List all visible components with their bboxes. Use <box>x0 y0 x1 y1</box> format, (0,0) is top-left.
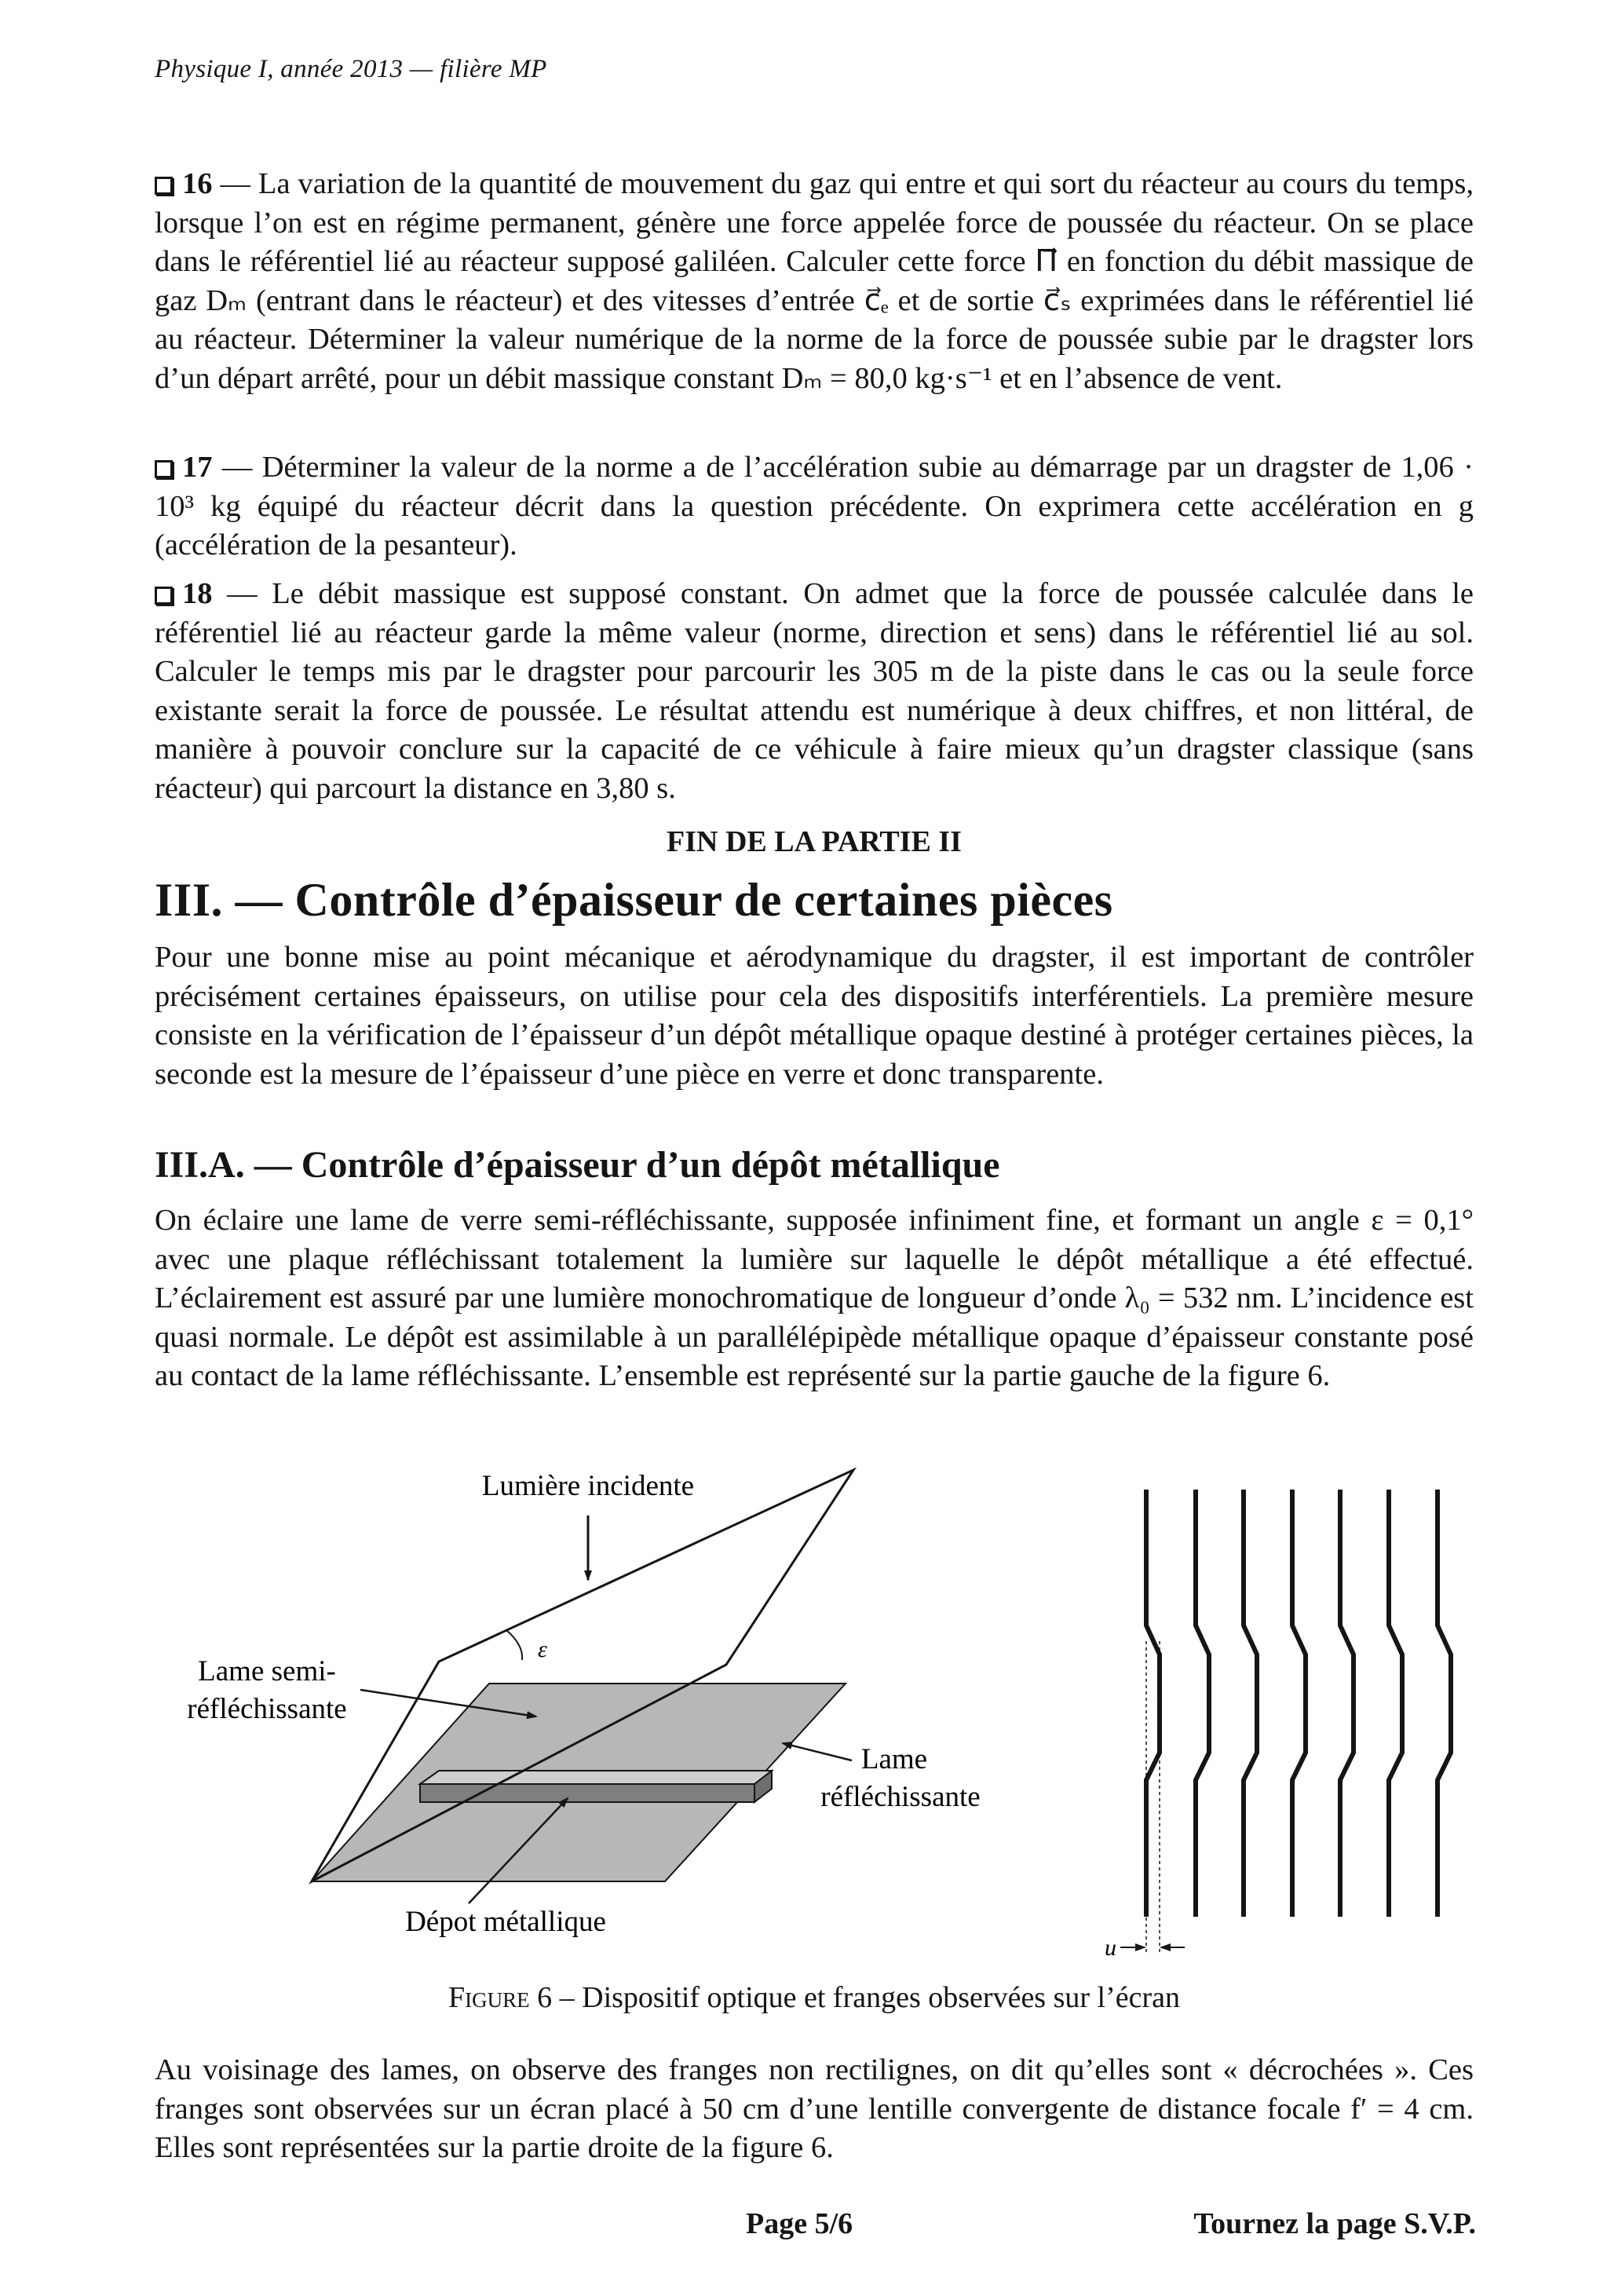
question-17 <box>155 448 1474 565</box>
closing-paragraph: Au voisinage des lames, on observe des franges non rectilignes, on dit qu’elles sont « décrochées ». Ces franges sont observées sur un écran placé à 50 cm d’une lentille convergente de distance focale f′ = 4 cm. Elles sont représentées sur la partie droite de la figure 6. <box>155 2053 1474 2164</box>
caption-prefix: Figure 6 <box>448 1981 553 2014</box>
subsection-title: III.A. — Contrôle d’épaisseur d’un dépôt métallique <box>155 1144 1000 1186</box>
page-number: Page 5/6 <box>746 2207 853 2240</box>
label-deposit: Dépot métallique <box>405 1906 606 1938</box>
reflect-pointer-arrow <box>783 1743 852 1760</box>
fringe-3 <box>1244 1492 1257 1914</box>
label-semi-line2: réfléchissante <box>187 1693 347 1725</box>
question-text: — Le débit massique est supposé constant. On admet que la force de poussée calculée dans le référentiel lié au réacteur garde la même valeur (norme, direction et sens) dans le référentiel lié au sol. Calculer le temps mis par le dragster pour parcourir les 305 m de la piste dans le cas ou la seule force existante serait la force de poussée. Le résultat attendu est numérique à deux chiffres, et non littéral, de manière à pouvoir conclure sur la capacité de ce véhicule à faire mieux qu’un dragster classique (sans réacteur) qui parcourt la distance en 3,80 s. <box>155 577 1474 805</box>
checkbox-icon <box>155 587 173 605</box>
turn-page-note: Tournez la page S.V.P. <box>1193 2207 1476 2240</box>
question-number: 16 <box>182 167 213 200</box>
question-number: 17 <box>182 451 213 484</box>
section-title: III. — Contrôle d’épaisseur de certaines pièces <box>155 874 1113 926</box>
fringe-7 <box>1438 1492 1451 1914</box>
checkbox-icon <box>155 177 173 195</box>
question-number: 18 <box>182 577 213 610</box>
epsilon-arc <box>506 1630 522 1660</box>
fringe-1 <box>1146 1492 1160 1914</box>
question-18 <box>155 575 1474 808</box>
section-intro: Pour une bonne mise au point mécanique et aérodynamique du dragster, il est important de contrôler précisément certaines épaisseurs, on utilise pour cela des dispositifs interférentiels. La première mesure consiste en la vérification de l’épaisseur d’un dépôt métallique opaque destiné à protéger certaines pièces, la seconde est la mesure de l’épaisseur d’une pièce en verre et donc transparente. <box>155 941 1474 1091</box>
question-text: — La variation de la quantité de mouvement du gaz qui entre et qui sort du réacteur au cours du temps, lorsque l’on est en régime permanent, génère une force appelée force de poussée du réacteur. On se place dans le référentiel lié au réacteur supposé galiléen. Calculer cette force Π⃗ en fonction du débit massique de gaz Dₘ (entrant dans le réacteur) et des vitesses d’entrée c⃗ₑ et de sortie c⃗ₛ exprimées dans le référentiel lié au réacteur. Déterminer la valeur numérique de la norme de la force de poussée subie par le dragster lors d’un départ arrêté, pour un débit massique constant Dₘ = 80,0 kg·s⁻¹ et en l’absence de vent. <box>155 167 1474 395</box>
fringe-pattern <box>1146 1492 1451 1914</box>
question-16 <box>155 165 1474 398</box>
question-text: — Déterminer la valeur de la norme a de l’accélération subie au démarrage par un dragster de 1,06 · 10³ kg équipé du réacteur décrit dans la question précédente. On exprimera cette accélération en g (accélération de la pesanteur). <box>155 451 1474 561</box>
fringe-5 <box>1340 1492 1353 1914</box>
fringe-2 <box>1196 1492 1209 1914</box>
running-header: Physique I, année 2013 — filière MP <box>155 55 547 83</box>
fringe-6 <box>1389 1492 1402 1914</box>
label-u: u <box>1105 1935 1116 1961</box>
label-reflect-line2: réfléchissante <box>820 1781 981 1813</box>
fringe-4 <box>1292 1492 1306 1914</box>
deposit-top <box>420 1771 772 1784</box>
label-incident-light: Lumière incidente <box>481 1470 695 1502</box>
end-of-part: FIN DE LA PARTIE II <box>667 825 962 858</box>
figure-caption <box>155 1980 1474 2015</box>
caption-text: – Dispositif optique et franges observées sur l’écran <box>552 1981 1180 2014</box>
checkbox-icon <box>155 460 173 478</box>
figure-6 <box>155 1453 1489 1963</box>
label-reflect-line1: Lame <box>860 1743 928 1775</box>
subsection-text: On éclaire une lame de verre semi-réfléchissante, supposée infiniment fine, et formant un angle ε = 0,1° avec une plaque réfléchissant totalement la lumière sur laquelle le dépôt métallique a été effectué. L’éclairement est assuré par une lumière monochromatique de longueur d’onde λ₀ = 532 nm. L’incidence est quasi normale. Le dépôt est assimilable à un parallélépipède métallique opaque d’épaisseur constante posé au contact de la lame réfléchissante. L’ensemble est représenté sur la partie gauche de la figure 6. <box>155 1204 1474 1392</box>
label-epsilon: ε <box>538 1636 547 1662</box>
label-semi-line1: Lame semi- <box>198 1655 336 1687</box>
